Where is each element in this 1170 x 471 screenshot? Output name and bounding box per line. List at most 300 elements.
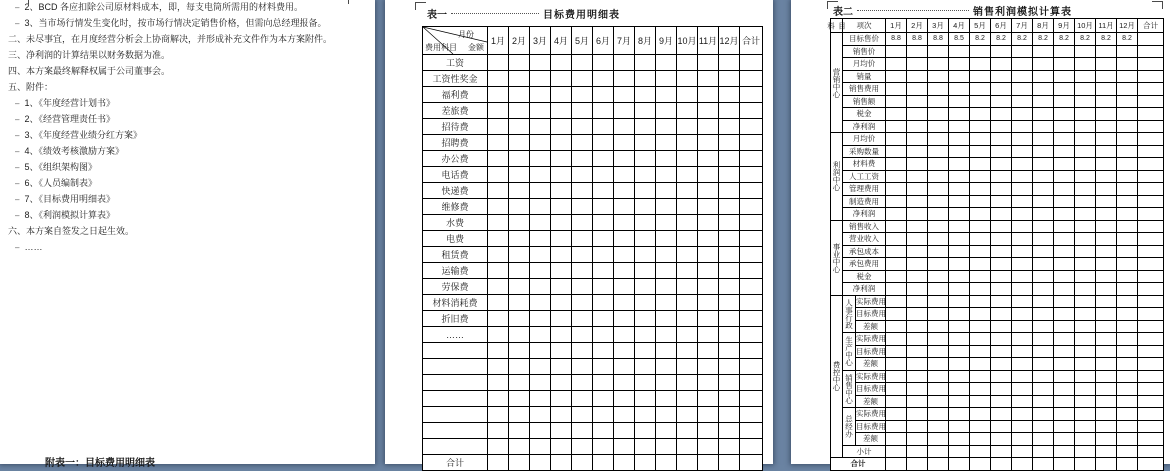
group-row [831, 33, 1164, 46]
data-cell [1033, 195, 1054, 208]
data-cell [907, 220, 928, 233]
cost-center-row [831, 308, 1164, 321]
data-cell [677, 311, 698, 327]
total-cell [1138, 420, 1164, 433]
data-cell [1033, 320, 1054, 333]
data-cell [614, 71, 635, 87]
data-cell [907, 83, 928, 96]
total-cell [740, 199, 763, 215]
data-cell [907, 170, 928, 183]
data-cell [886, 270, 907, 283]
data-cell [572, 327, 593, 343]
data-cell [1054, 258, 1075, 271]
data-cell [593, 215, 614, 231]
data-cell [1075, 233, 1096, 246]
data-cell [1075, 45, 1096, 58]
table1-corner-cell [423, 27, 488, 55]
data-cell [886, 183, 907, 196]
item-label: 差额 [856, 395, 886, 408]
data-cell [593, 263, 614, 279]
data-cell [1096, 383, 1117, 396]
data-cell [907, 320, 928, 333]
item-label: 净利润 [843, 283, 886, 296]
group-label: 利润中心 [831, 133, 843, 221]
total-cell [1138, 433, 1164, 446]
data-cell [949, 395, 970, 408]
data-cell [509, 199, 530, 215]
data-cell [1033, 145, 1054, 158]
data-cell [1096, 320, 1117, 333]
data-cell [488, 119, 509, 135]
data-cell [719, 439, 740, 455]
data-cell [928, 145, 949, 158]
expense-label: 招待费 [423, 119, 488, 135]
data-cell [970, 258, 991, 271]
data-cell [1012, 208, 1033, 221]
data-cell [656, 263, 677, 279]
data-cell [949, 195, 970, 208]
data-cell [1054, 120, 1075, 133]
data-cell [593, 87, 614, 103]
data-cell [530, 231, 551, 247]
expense-label [423, 375, 488, 391]
data-cell [635, 87, 656, 103]
data-cell [1054, 245, 1075, 258]
data-cell [614, 343, 635, 359]
table2-header-row [831, 19, 1164, 33]
data-cell [656, 71, 677, 87]
page-2[interactable] [385, 0, 773, 468]
data-cell [509, 359, 530, 375]
data-cell [1054, 420, 1075, 433]
data-cell [698, 311, 719, 327]
data-cell: 8.2 [1075, 33, 1096, 46]
data-cell [928, 70, 949, 83]
data-cell [509, 231, 530, 247]
data-cell [677, 423, 698, 439]
paragraph: 六、本方案自签发之日起生效。 [8, 226, 135, 236]
total-cell [1138, 170, 1164, 183]
expense-label: 运输费 [423, 263, 488, 279]
paragraph: – 6、《人员编制表》 [8, 179, 353, 188]
month-header: 8月 [1033, 19, 1054, 33]
data-cell [1054, 170, 1075, 183]
data-cell [677, 119, 698, 135]
data-cell [509, 455, 530, 471]
data-cell [488, 199, 509, 215]
data-cell [530, 151, 551, 167]
data-cell [949, 320, 970, 333]
group-row [831, 58, 1164, 71]
data-cell [614, 439, 635, 455]
data-cell [593, 231, 614, 247]
data-cell [719, 455, 740, 471]
data-cell [1033, 408, 1054, 421]
data-cell [1033, 70, 1054, 83]
data-cell [488, 407, 509, 423]
expense-row [423, 119, 763, 135]
total-cell [740, 231, 763, 247]
text-boundary-mark [1152, 1, 1163, 9]
data-cell [719, 55, 740, 71]
target-expense-table [422, 26, 763, 471]
page-3[interactable] [791, 0, 1170, 469]
data-cell [949, 133, 970, 146]
total-cell [740, 119, 763, 135]
data-cell [1117, 208, 1138, 221]
total-cell [1138, 45, 1164, 58]
data-cell [593, 119, 614, 135]
month-header: 12月 [719, 27, 740, 55]
data-cell [656, 103, 677, 119]
data-cell [1012, 270, 1033, 283]
expense-label: 工资性奖金 [423, 71, 488, 87]
data-cell [1117, 270, 1138, 283]
group-row [831, 70, 1164, 83]
data-cell [928, 408, 949, 421]
item-label: 销售收入 [843, 220, 886, 233]
total-cell [740, 135, 763, 151]
data-cell [991, 295, 1012, 308]
group-row [831, 220, 1164, 233]
data-cell [551, 119, 572, 135]
paragraph: – 4、《绩效考核激励方案》 [8, 147, 353, 156]
table2-title: 销售利润模拟计算表 [973, 7, 1072, 18]
expense-row [423, 103, 763, 119]
group-row [831, 195, 1164, 208]
data-cell [530, 167, 551, 183]
data-cell [677, 359, 698, 375]
data-cell [488, 71, 509, 87]
data-cell [698, 231, 719, 247]
data-cell [698, 215, 719, 231]
data-cell [1075, 83, 1096, 96]
data-cell [970, 133, 991, 146]
data-cell [572, 151, 593, 167]
data-cell [886, 95, 907, 108]
data-cell [509, 343, 530, 359]
data-cell [991, 308, 1012, 321]
data-cell [719, 151, 740, 167]
data-cell [1033, 220, 1054, 233]
total-cell [1138, 220, 1164, 233]
data-cell [907, 458, 928, 471]
data-cell [1117, 395, 1138, 408]
data-cell [656, 311, 677, 327]
data-cell [1075, 158, 1096, 171]
data-cell [530, 343, 551, 359]
data-cell [530, 359, 551, 375]
data-cell [907, 420, 928, 433]
page-1[interactable] [0, 0, 375, 469]
data-cell [886, 420, 907, 433]
data-cell [719, 231, 740, 247]
data-cell [1054, 345, 1075, 358]
data-cell [614, 423, 635, 439]
data-cell [1012, 395, 1033, 408]
data-cell [1012, 445, 1033, 458]
data-cell [1117, 158, 1138, 171]
data-cell [928, 208, 949, 221]
data-cell [991, 133, 1012, 146]
data-cell [677, 455, 698, 471]
data-cell [635, 231, 656, 247]
data-cell [698, 119, 719, 135]
data-cell [886, 133, 907, 146]
data-cell [1075, 283, 1096, 296]
data-cell [530, 263, 551, 279]
data-cell [1096, 370, 1117, 383]
data-cell [1096, 145, 1117, 158]
data-cell [907, 370, 928, 383]
data-cell [1054, 83, 1075, 96]
data-cell [970, 245, 991, 258]
paragraph: – 2、BCD 各应扣除公司原材料成本，即，每支电筒所需用的材料费用。 [8, 3, 353, 12]
data-cell [614, 55, 635, 71]
data-cell [1075, 95, 1096, 108]
data-cell [1096, 283, 1117, 296]
data-cell [1054, 370, 1075, 383]
data-cell [991, 245, 1012, 258]
data-cell [1117, 83, 1138, 96]
data-cell [698, 71, 719, 87]
cost-center-row [831, 395, 1164, 408]
data-cell [593, 103, 614, 119]
data-cell [991, 408, 1012, 421]
data-cell [1117, 195, 1138, 208]
paragraph: – …… [8, 243, 353, 252]
expense-row [423, 151, 763, 167]
total-row [423, 455, 763, 471]
expense-label: 维修费 [423, 199, 488, 215]
data-cell [572, 103, 593, 119]
data-cell [530, 279, 551, 295]
data-cell [928, 433, 949, 446]
item-label: 管理费用 [843, 183, 886, 196]
empty-row [423, 439, 763, 455]
data-cell [509, 327, 530, 343]
data-cell [1033, 333, 1054, 346]
data-cell [677, 199, 698, 215]
data-cell [1117, 358, 1138, 371]
data-cell [551, 71, 572, 87]
data-cell [928, 458, 949, 471]
month-header: 5月 [572, 27, 593, 55]
data-cell [551, 167, 572, 183]
data-cell [1033, 458, 1054, 471]
data-cell [928, 195, 949, 208]
data-cell [635, 263, 656, 279]
data-cell [1012, 133, 1033, 146]
data-cell [1096, 258, 1117, 271]
data-cell [677, 167, 698, 183]
data-cell [509, 71, 530, 87]
data-cell [1033, 45, 1054, 58]
data-cell [1117, 108, 1138, 121]
month-header: 3月 [928, 19, 949, 33]
data-cell [614, 391, 635, 407]
data-cell [593, 135, 614, 151]
data-cell [1117, 95, 1138, 108]
month-header: 2月 [907, 19, 928, 33]
data-cell [614, 455, 635, 471]
data-cell [677, 55, 698, 71]
subgroup-label: 人事行政 [843, 295, 856, 333]
data-cell [970, 145, 991, 158]
data-cell [928, 158, 949, 171]
data-cell: 8.8 [886, 33, 907, 46]
data-cell [530, 311, 551, 327]
data-cell [1096, 395, 1117, 408]
data-cell [530, 455, 551, 471]
data-cell [907, 395, 928, 408]
data-cell [907, 145, 928, 158]
data-cell [551, 423, 572, 439]
data-cell [635, 215, 656, 231]
data-cell [970, 433, 991, 446]
data-cell [551, 279, 572, 295]
data-cell [928, 258, 949, 271]
total-cell [740, 455, 763, 471]
data-cell [530, 71, 551, 87]
data-cell [551, 55, 572, 71]
data-cell [635, 247, 656, 263]
data-cell [907, 408, 928, 421]
data-cell [1012, 295, 1033, 308]
data-cell [488, 343, 509, 359]
data-cell [886, 70, 907, 83]
data-cell [907, 58, 928, 71]
data-cell [1012, 195, 1033, 208]
data-cell [1075, 320, 1096, 333]
data-cell [719, 135, 740, 151]
data-cell [928, 45, 949, 58]
paragraph: – 2、《经营管理责任书》 [8, 115, 353, 124]
total-cell [1138, 345, 1164, 358]
data-cell [1033, 133, 1054, 146]
expense-label: 劳保费 [423, 279, 488, 295]
data-cell [656, 295, 677, 311]
data-cell [991, 120, 1012, 133]
data-cell [530, 119, 551, 135]
data-cell [509, 247, 530, 263]
data-cell [1075, 145, 1096, 158]
data-cell [1096, 133, 1117, 146]
data-cell [1096, 95, 1117, 108]
data-cell [488, 247, 509, 263]
expense-label [423, 343, 488, 359]
data-cell [593, 167, 614, 183]
expense-row [423, 71, 763, 87]
data-cell [1096, 120, 1117, 133]
data-cell [1117, 308, 1138, 321]
data-cell [551, 375, 572, 391]
data-cell [551, 103, 572, 119]
data-cell [530, 423, 551, 439]
subtotal-label: 小计 [843, 445, 886, 458]
month-header: 10月 [677, 27, 698, 55]
data-cell [551, 263, 572, 279]
data-cell [991, 420, 1012, 433]
expense-row [423, 327, 763, 343]
data-cell [1096, 108, 1117, 121]
item-label: 销售费用 [843, 83, 886, 96]
data-cell [656, 119, 677, 135]
data-cell [614, 247, 635, 263]
data-cell [991, 70, 1012, 83]
data-cell [907, 133, 928, 146]
data-cell [635, 167, 656, 183]
data-cell [886, 258, 907, 271]
data-cell [928, 270, 949, 283]
total-cell [740, 167, 763, 183]
data-cell [1054, 195, 1075, 208]
data-cell [593, 199, 614, 215]
data-cell [949, 333, 970, 346]
item-label: 承包费用 [843, 258, 886, 271]
data-cell [509, 215, 530, 231]
data-cell [1096, 358, 1117, 371]
month-header: 7月 [1012, 19, 1033, 33]
total-column-header: 合计 [1138, 19, 1164, 33]
data-cell [572, 87, 593, 103]
data-cell [698, 375, 719, 391]
data-cell [509, 391, 530, 407]
data-cell [698, 391, 719, 407]
data-cell [1075, 208, 1096, 221]
data-cell [593, 455, 614, 471]
table2-header-col2: 项次 [843, 19, 886, 33]
table1-header-row [423, 27, 763, 55]
data-cell [635, 423, 656, 439]
data-cell [593, 343, 614, 359]
data-cell [1033, 170, 1054, 183]
data-cell [907, 158, 928, 171]
data-cell [886, 395, 907, 408]
item-label: 目标费用 [856, 384, 886, 394]
data-cell [1117, 320, 1138, 333]
data-cell [488, 359, 509, 375]
data-cell [907, 108, 928, 121]
data-cell [991, 95, 1012, 108]
month-header: 11月 [698, 27, 719, 55]
data-cell [698, 167, 719, 183]
total-cell [740, 71, 763, 87]
data-cell [1012, 83, 1033, 96]
data-cell [886, 370, 907, 383]
data-cell [677, 231, 698, 247]
item-label: 制造费用 [843, 195, 886, 208]
data-cell [928, 283, 949, 296]
data-cell [886, 308, 907, 321]
data-cell [928, 120, 949, 133]
data-cell [593, 391, 614, 407]
group-row [831, 145, 1164, 158]
data-cell [1054, 408, 1075, 421]
data-cell [1054, 308, 1075, 321]
data-cell [488, 151, 509, 167]
data-cell [949, 158, 970, 171]
data-cell [886, 145, 907, 158]
data-cell [698, 263, 719, 279]
item-label: 税金 [843, 270, 886, 283]
data-cell [614, 135, 635, 151]
data-cell [970, 408, 991, 421]
data-cell [719, 71, 740, 87]
data-cell [719, 311, 740, 327]
subgroup-label: 生产中心 [843, 333, 856, 371]
data-cell [656, 167, 677, 183]
